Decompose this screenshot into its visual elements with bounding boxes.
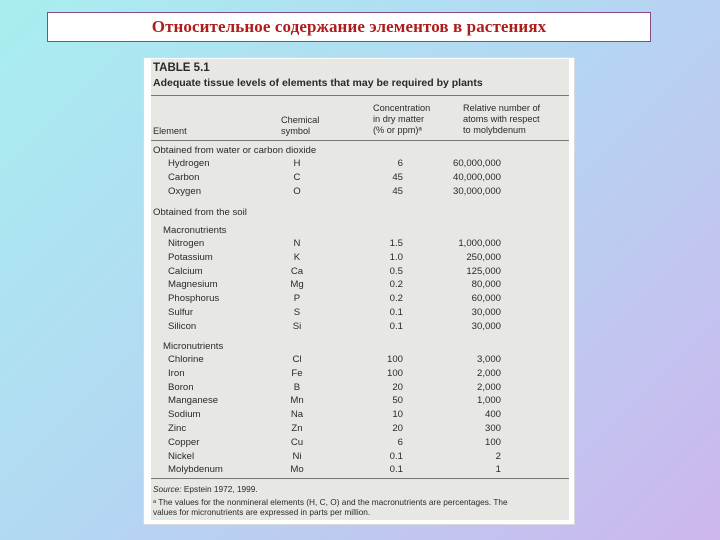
concentration-cell: 6 <box>397 436 403 448</box>
table-row <box>151 172 569 186</box>
relative-atoms-cell: 250,000 <box>466 251 501 263</box>
table-caption: Adequate tissue levels of elements that may be required by plants <box>153 77 483 89</box>
relative-atoms-cell: 2 <box>495 450 501 462</box>
element-cell: Nickel <box>168 450 195 462</box>
element-cell: Sodium <box>168 409 201 421</box>
element-cell: Molybdenum <box>168 464 223 476</box>
table-number: TABLE 5.1 <box>153 62 210 74</box>
header-bottom-rule <box>151 140 569 141</box>
concentration-cell: 100 <box>386 354 403 365</box>
element-cell: Sulfur <box>168 307 194 318</box>
element-cell: Manganese <box>168 395 219 407</box>
relative-atoms-cell: 40,000,000 <box>452 171 501 183</box>
concentration-cell: 45 <box>392 185 403 197</box>
header-element: Element <box>153 126 187 136</box>
concentration-cell: 1.5 <box>389 238 403 249</box>
symbol-cell: S <box>293 307 301 318</box>
table-row <box>151 252 569 266</box>
symbol-cell: K <box>293 251 301 263</box>
relative-atoms-cell: 60,000,000 <box>452 158 501 169</box>
concentration-cell: 45 <box>392 171 403 183</box>
table-row <box>151 158 569 172</box>
element-cell: Zinc <box>168 423 187 434</box>
element-cell: Phosphorus <box>168 293 220 305</box>
section-macronutrients: Macronutrients <box>163 225 227 236</box>
relative-atoms-cell: 2,000 <box>476 367 501 379</box>
concentration-cell: 10 <box>392 409 403 421</box>
element-cell: Iron <box>168 367 185 379</box>
symbol-cell: Mn <box>290 395 304 407</box>
table-row <box>151 409 569 423</box>
header-symbol: Chemical symbol <box>281 115 320 136</box>
footnote-line-1: ᵃ The values for the nonmineral elements (H, C, O) and the macronutrients are percentages. The <box>153 497 508 507</box>
relative-atoms-cell: 125,000 <box>466 265 501 277</box>
element-cell: Copper <box>168 436 200 448</box>
symbol-cell: Si <box>292 320 302 332</box>
symbol-cell: C <box>293 171 301 183</box>
relative-atoms-cell: 1,000 <box>476 395 501 407</box>
symbol-cell: Cu <box>290 436 304 448</box>
footer-rule <box>151 478 569 479</box>
concentration-cell: 100 <box>386 367 403 379</box>
header-concentration: Concentration in dry matter (% or ppm)ᵃ <box>373 103 431 135</box>
table-row <box>151 186 569 200</box>
relative-atoms-cell: 300 <box>484 423 501 434</box>
relative-atoms-cell: 80,000 <box>471 279 501 291</box>
table-row <box>151 368 569 382</box>
symbol-cell: Cl <box>292 354 302 365</box>
section-water-co2: Obtained from water or carbon dioxide <box>153 145 317 156</box>
source-line: Source: Epstein 1972, 1999. <box>153 484 258 494</box>
concentration-cell: 0.1 <box>389 450 403 462</box>
symbol-cell: H <box>293 158 301 169</box>
table-panel <box>151 59 569 520</box>
symbol-cell: Mg <box>290 279 304 291</box>
symbol-cell: Mo <box>290 464 304 476</box>
element-cell: Nitrogen <box>168 238 205 249</box>
relative-atoms-cell: 2,000 <box>476 381 501 393</box>
element-cell: Hydrogen <box>168 158 210 169</box>
table-row <box>151 307 569 321</box>
table-row <box>151 238 569 252</box>
concentration-cell: 0.1 <box>389 307 403 318</box>
table-row <box>151 437 569 451</box>
relative-atoms-cell: 1 <box>495 464 501 476</box>
element-cell: Carbon <box>168 171 200 183</box>
concentration-cell: 0.2 <box>389 293 403 305</box>
concentration-cell: 0.1 <box>389 320 403 332</box>
table-row <box>151 464 569 478</box>
header-relative-atoms: Relative number of atoms with respect to molybdenum <box>463 103 541 135</box>
table-row <box>151 354 569 368</box>
table-row <box>151 321 569 335</box>
section-soil: Obtained from the soil <box>153 207 247 218</box>
concentration-cell: 6 <box>397 158 403 169</box>
table-row <box>151 266 569 280</box>
symbol-cell: P <box>293 293 301 305</box>
relative-atoms-cell: 3,000 <box>476 354 501 365</box>
table-row <box>151 279 569 293</box>
symbol-cell: Ca <box>290 265 304 277</box>
table-row <box>151 293 569 307</box>
table-image <box>143 57 575 525</box>
relative-atoms-cell: 100 <box>484 436 501 448</box>
section-micronutrients: Micronutrients <box>163 341 224 352</box>
relative-atoms-cell: 60,000 <box>471 293 501 305</box>
table-row <box>151 423 569 437</box>
slide-title <box>47 12 651 42</box>
element-cell: Oxygen <box>168 185 202 197</box>
element-cell: Potassium <box>168 251 213 263</box>
element-cell: Chlorine <box>168 354 204 365</box>
symbol-cell: N <box>293 238 301 249</box>
concentration-cell: 1.0 <box>389 251 403 263</box>
table-row <box>151 451 569 465</box>
table-row <box>151 395 569 409</box>
relative-atoms-cell: 30,000,000 <box>452 185 501 197</box>
concentration-cell: 50 <box>392 395 403 407</box>
symbol-cell: O <box>293 185 301 197</box>
element-cell: Silicon <box>168 320 197 332</box>
header-top-rule <box>151 95 569 96</box>
slide-title-text: Относительное содержание элементов в растениях <box>151 17 547 36</box>
footnote-line-2: values for micronutrients are expressed in parts per million. <box>153 507 371 517</box>
concentration-cell: 20 <box>392 423 403 434</box>
relative-atoms-cell: 1,000,000 <box>458 238 501 249</box>
concentration-cell: 0.1 <box>389 464 403 476</box>
relative-atoms-cell: 30,000 <box>471 320 501 332</box>
element-cell: Calcium <box>168 265 203 277</box>
symbol-cell: Na <box>290 409 304 421</box>
symbol-cell: Fe <box>291 367 303 379</box>
element-cell: Boron <box>168 381 194 393</box>
concentration-cell: 0.2 <box>389 279 403 291</box>
symbol-cell: Zn <box>291 423 303 434</box>
table-row <box>151 382 569 396</box>
element-cell: Magnesium <box>168 279 218 291</box>
concentration-cell: 20 <box>392 381 403 393</box>
symbol-cell: Ni <box>292 450 302 462</box>
concentration-cell: 0.5 <box>389 265 403 277</box>
symbol-cell: B <box>293 381 301 393</box>
relative-atoms-cell: 30,000 <box>471 307 501 318</box>
relative-atoms-cell: 400 <box>484 409 501 421</box>
